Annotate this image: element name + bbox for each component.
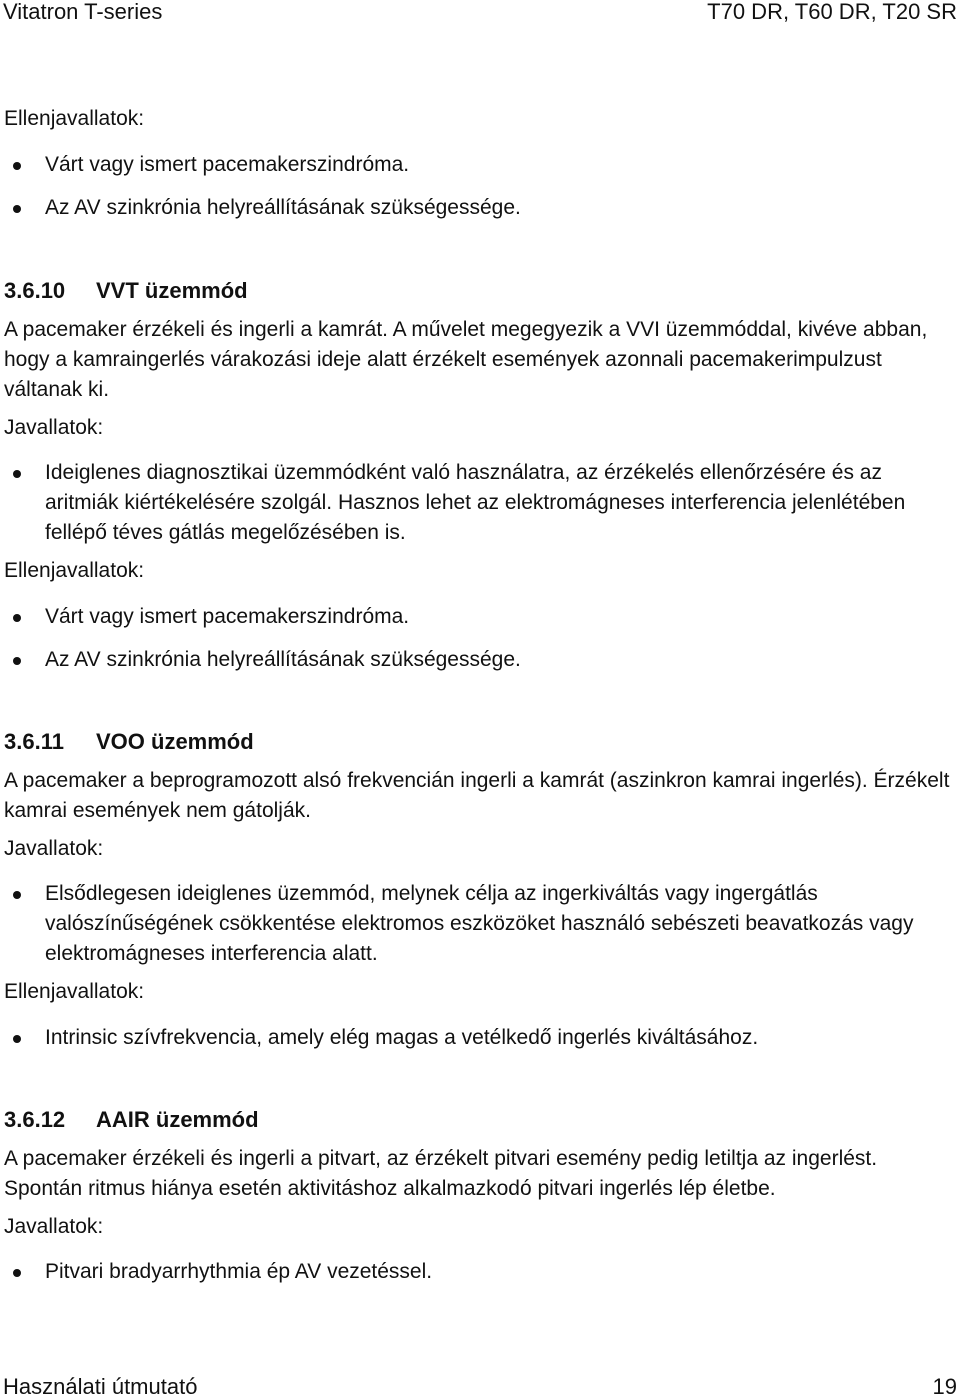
list-item: Intrinsic szívfrekvencia, amely elég magas a vetélkedő ingerlés kiváltásához. [4, 1023, 956, 1053]
contraindications-label: Ellenjavallatok: [4, 980, 145, 1003]
list-item: Elsődlegesen ideiglenes üzemmód, melynek célja az ingerkiváltás vagy ingergátlás valószínűségének csökkentése elektromos eszközöket használó sebészeti beavatkozás vagy elektromágneses interferencia alatt. [4, 879, 956, 969]
indications-list [4, 1257, 956, 1287]
list-item: Várt vagy ismert pacemakerszindróma. [4, 602, 956, 632]
list-item: Várt vagy ismert pacemakerszindróma. [4, 150, 956, 180]
page-header [0, 0, 960, 28]
section-title: AAIR üzemmód [96, 1107, 259, 1132]
contraindications-label: Ellenjavallatok: [4, 559, 145, 582]
contraindications-list [4, 150, 956, 223]
list-item: Pitvari bradyarrhythmia ép AV vezetéssel. [4, 1257, 956, 1287]
contraindications-label: Ellenjavallatok: [4, 107, 145, 130]
list-item: Az AV szinkrónia helyreállításának szükségessége. [4, 193, 956, 223]
section-heading [4, 276, 956, 306]
section-heading [4, 1105, 956, 1135]
header-product: Vitatron T-series [3, 0, 163, 24]
list-item: Az AV szinkrónia helyreállításának szükségessége. [4, 645, 956, 675]
indications-list [4, 458, 956, 548]
section-number: 3.6.10 [4, 278, 66, 303]
contraindications-list [4, 1023, 956, 1053]
section-number: 3.6.11 [4, 729, 64, 754]
bullet-icon [13, 657, 21, 665]
section-title: VVT üzemmód [96, 278, 248, 303]
page-footer [0, 1374, 960, 1399]
list-item: Ideiglenes diagnosztikai üzemmódként való használatra, az érzékelés ellenőrzésére és az aritmiák kiértékelésére szolgál. Hasznos lehet az elektromágneses interferencia jelenlétében fellépő téves gátlás megelőzésében is. [4, 458, 956, 548]
indications-label: Javallatok: [4, 837, 104, 860]
section-text: A pacemaker a beprogramozott alsó frekvencián ingerli a kamrát (aszinkron kamrai ingerlés). Érzékelt kamrai események nem gátolják. [4, 769, 950, 822]
section-text: A pacemaker érzékeli és ingerli a pitvart, az érzékelt pitvari esemény pedig letiltja az ingerlést. Spontán ritmus hiánya esetén aktivitáshoz alkalmazkodó pitvari ingerlés lép életbe. [4, 1147, 878, 1200]
section-title: VOO üzemmód [96, 729, 254, 754]
indications-label: Javallatok: [4, 416, 104, 439]
document-body [4, 104, 956, 1287]
bullet-icon [13, 1269, 21, 1277]
bullet-icon [13, 1035, 21, 1043]
bullet-icon [13, 614, 21, 622]
section-heading [4, 727, 956, 757]
indications-list [4, 879, 956, 969]
page-number: 19 [932, 1374, 957, 1399]
footer-manual-title: Használati útmutató [3, 1374, 198, 1399]
contraindications-list [4, 602, 956, 675]
bullet-icon [13, 205, 21, 213]
header-models: T70 DR, T60 DR, T20 SR [707, 0, 957, 24]
section-text: A pacemaker érzékeli és ingerli a kamrát. A művelet megegyezik a VVI üzemmóddal, kivéve abban, hogy a kamraingerlés várakozási ideje alatt érzékelt események azonnali pacemakerimpulzust váltanak ki. [4, 318, 928, 401]
indications-label: Javallatok: [4, 1215, 104, 1238]
bullet-icon [13, 470, 21, 478]
bullet-icon [13, 162, 21, 170]
bullet-icon [13, 891, 21, 899]
section-number: 3.6.12 [4, 1107, 66, 1132]
